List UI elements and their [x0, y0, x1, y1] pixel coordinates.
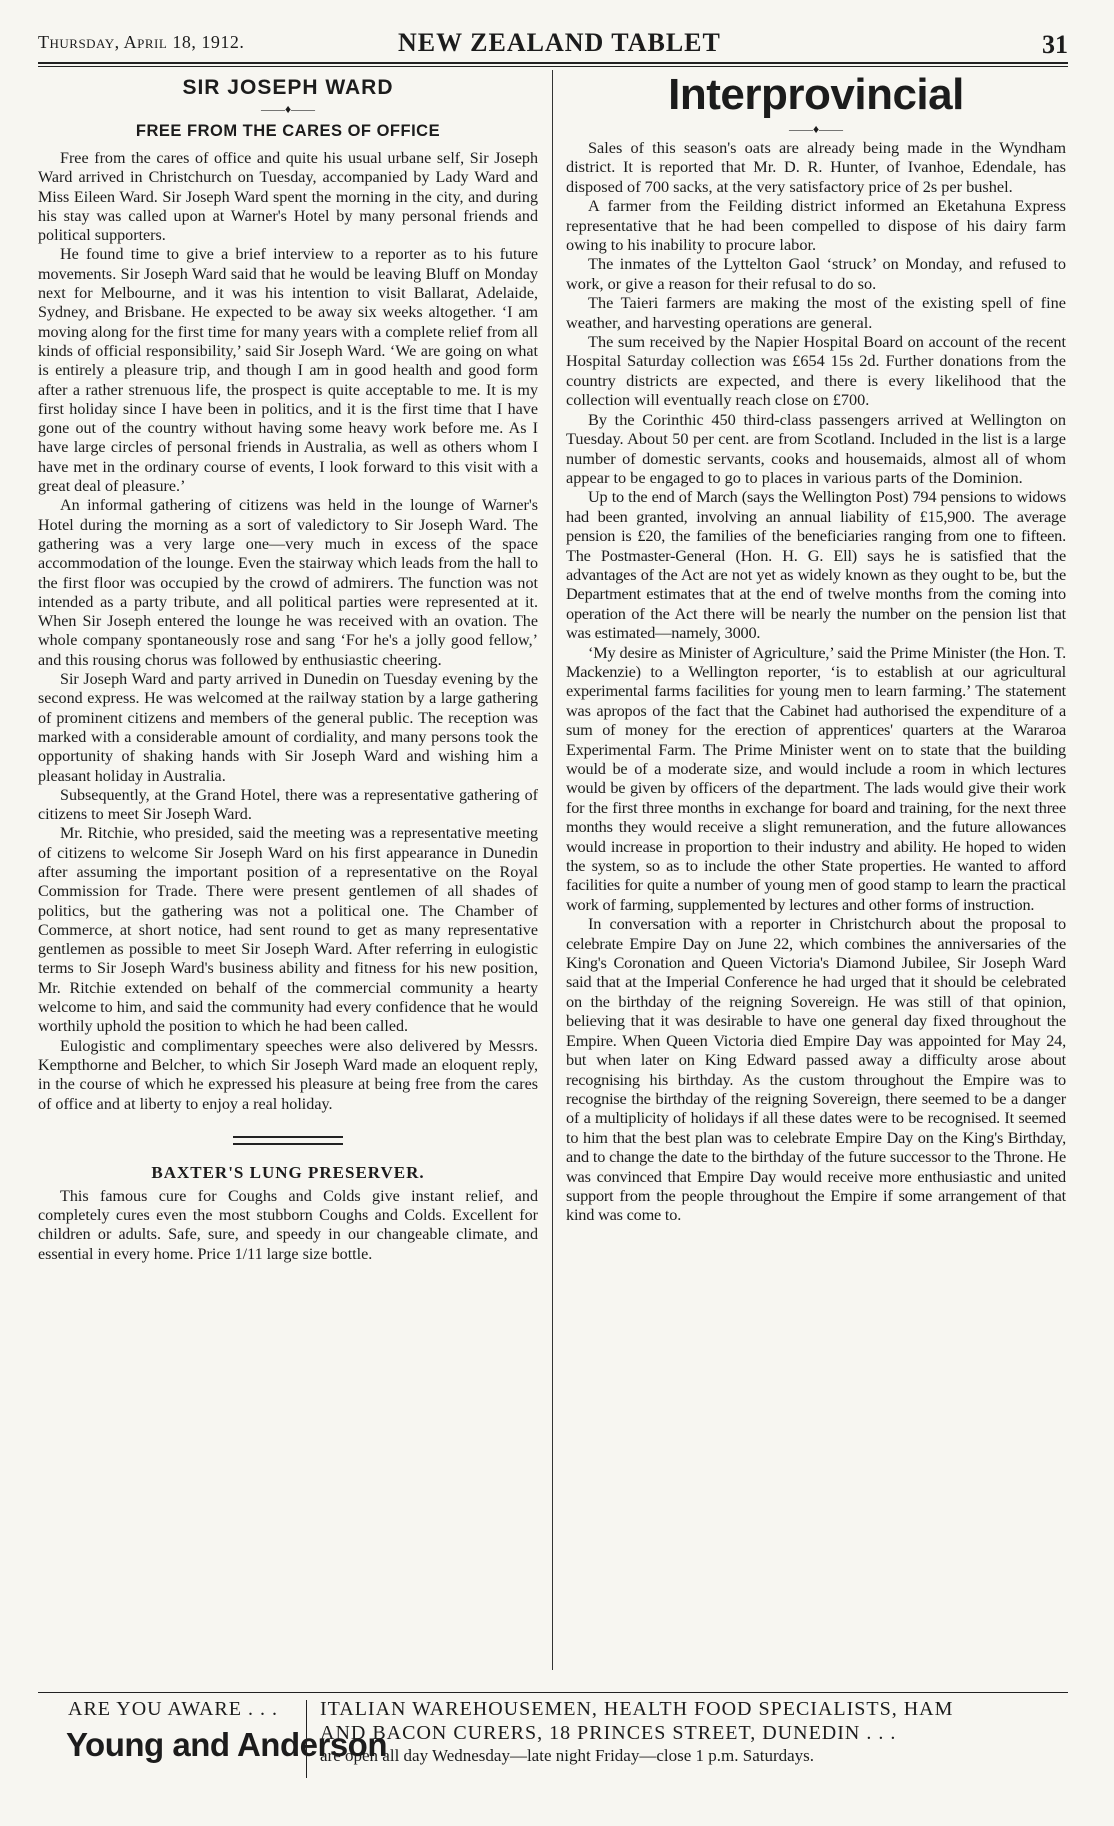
footer-rule [38, 1692, 1068, 1693]
article-paragraph: Mr. Ritchie, who presided, said the meeting was a representative meeting of citizens to welcome Sir Joseph Ward on his first appearance in Dunedin after assuming the important position of a representative on the Royal Commission for Trade. There were present gentlemen of all shades of politics, but the gathering was not a political one. The Chamber of Commerce, at short notice, had sent round to get as many representative gentlemen as possible to meet Sir Joseph Ward. After referring in eulogistic terms to Sir Joseph Ward's business ability and fitness for his new position, Mr. Ritchie extended on behalf of the commercial community a hearty welcome to him, and said the community had every confidence that he would worthily uphold the position to which he had been called. [38, 825, 538, 1036]
footer-business-name: Young and Anderson [66, 1726, 387, 1763]
masthead-rule [38, 66, 1068, 67]
ornament-divider: ——♦—— [788, 122, 844, 136]
article-paragraph: He found time to give a brief interview to a reporter as to his future movements. Sir Joseph Ward said that he would be leaving Bluff on Monday next for Melbourne, and it was his intention to visit Ballarat, Adelaide, Sydney, and Brisbane. He expected to be away six weeks altogether. ‘I am moving along for the first time for many years with a complete relief from all kinds of official responsibility,’ said Sir Joseph Ward. ‘We are going on what is entirely a pleasure trip, and though I am in good health and good form after a rather strenuous life, the prospect is quite acceptable to me. It is my first holiday since I have been in politics, and it is the first time that I have gone out of the country without having some heavy work before me. As I have large circles of personal friends in Australia, as well as others whom I have met in the ordinary course of events, I look forward to this visit with a great deal of pleasure.’ [38, 246, 538, 496]
news-paragraph: Up to the end of March (says the Wellington Post) 794 pensions to widows had been granted, involving an annual liability of £15,900. The average pension is £20, the families of the beneficiaries ranging from one to fifteen. The Postmaster-General (Hon. H. G. Ell) says he is satisfied that the advantages of the Act are not yet as widely known as they ought to be, but the Department estimates that at the end of twelve months from the coming into operation of the Act there will be nearly the number on the pension list that was estimated—namely, 3000. [566, 487, 1066, 643]
news-paragraph: By the Corinthic 450 third-class passengers arrived at Wellington on Tuesday. About 50 per cent. are from Scotland. Included in the list is a large number of domestic servants, cooks and housemaids, almost all of whom appear to be engaged to go to places in various parts of the Dominion. [566, 409, 1066, 487]
news-paragraph: ‘My desire as Minister of Agriculture,’ said the Prime Minister (the Hon. T. Mackenzie) to a Wellington reporter, ‘is to establish at our agricultural experimental farms facilities for young men to learn farming.’ The statement was apropos of the fact that the Cabinet had authorised the expenditure of a sum of money for the erection of apprentices' quarters at the Wararoa Experimental Farm. The Prime Minister went on to state that the building would be of a moderate size, and would include a room in which lectures would be given by officers of the department. The lads would give their work for the first three months in exchange for board and training, for the next three months they would receive a slight remuneration, and the future allowances would increase in proportion to their industry and ability. He hoped to widen the system, so as to include the other State properties. He wanted to afford facilities for quite a number of young men of good stamp to learn the practical work of farming, supplemented by lectures and other forms of instruction. [566, 642, 1066, 914]
issue-date: Thursday, April 18, 1912. [38, 32, 245, 52]
footer-line-3: are open all day Wednesday—late night Friday—close 1 p.m. Saturdays. [320, 1746, 815, 1765]
section-headline: Interprovincial [668, 70, 964, 119]
news-paragraph: In conversation with a reporter in Christchurch about the proposal to celebrate Empire Day on June 22, which combines the anniversaries of the King's Coronation and Queen Victoria's Diamond Jubilee, Sir Joseph Ward said that at the Imperial Conference he had urged that it should be celebrated on the birthday of the reigning Sovereign. He was still of that opinion, believing that it was desirable to have one general day fixed throughout the Empire. When Queen Victoria died Empire Day was appointed for May 24, but when later on King Edward passed away a difficulty arose about recognising his birthday. As the custom throughout the Empire was to recognise the birthday of the reigning Sovereign, there seemed to be a danger of a multiplicity of holidays if all these dates were to be recognised. It seemed to him that the best plan was to celebrate Empire Day on the King's Birthday, and to change the date to the birthday of the future successor to the Throne. He was convinced that Empire Day would receive more enthusiastic and united support from the people throughout the Empire if some arrangement of that kind was come to. [566, 914, 1066, 1225]
footer-advert [38, 1696, 1068, 1806]
ornament-divider: ——♦—— [260, 102, 316, 116]
article-paragraph: Sir Joseph Ward and party arrived in Dunedin on Tuesday evening by the second express. He was welcomed at the railway station by a large gathering of prominent citizens and members of the general public. The reception was marked with a considerable amount of cordiality, and many persons took the opportunity of shaking hands with Sir Joseph Ward and wishing him a pleasant holiday in Australia. [38, 671, 538, 785]
article-paragraph: An informal gathering of citizens was held in the lounge of Warner's Hotel during the morning as a sort of valedictory to Sir Joseph Ward. The gathering was a very large one—very much in excess of the space accommodation of the lounge. Even the stairway which leads from the hall to the first floor was occupied by the crowd of admirers. The function was not intended as a party tribute, and all political parties were represented at it. When Sir Joseph entered the lounge he was received with an ovation. The whole company spontaneously rose and sang ‘For he's a jolly good fellow,’ and this rousing chorus was followed by enthusiastic cheering. [38, 497, 538, 669]
news-paragraph: The inmates of the Lyttelton Gaol ‘struck’ on Monday, and refused to work, or give a reason for their refusal to do so. [566, 254, 1066, 293]
footer-divider [306, 1700, 307, 1778]
advert-title: BAXTER'S LUNG PRESERVER. [151, 1162, 425, 1182]
news-paragraph: A farmer from the Feilding district informed an Eketahuna Express representative that he had been compelled to dispose of his dairy farm owing to his inability to procure labor. [566, 196, 1066, 255]
footer-line-1: ITALIAN WAREHOUSEMEN, HEALTH FOOD SPECIALISTS, HAM [320, 1698, 954, 1720]
section-double-rule [233, 1136, 343, 1145]
masthead [38, 28, 1068, 64]
footer-are-you-aware: ARE YOU AWARE . . . [68, 1698, 278, 1720]
article-subheadline: FREE FROM THE CARES OF OFFICE [135, 122, 441, 140]
page-number: 31 [1042, 30, 1068, 59]
column-divider [552, 70, 553, 1670]
article-paragraph: Subsequently, at the Grand Hotel, there was a representative gathering of citizens to meet Sir Joseph Ward. [38, 786, 538, 824]
right-column [566, 70, 1066, 1225]
article-paragraph: Eulogistic and complimentary speeches were also delivered by Messrs. Kempthorne and Belcher, to which Sir Joseph Ward made an eloquent reply, in the course of which he expressed his pleasure at being free from the cares of office and at liberty to enjoy a real holiday. [38, 1037, 538, 1113]
left-column [38, 74, 538, 1264]
news-paragraph: The Taieri farmers are making the most of the existing spell of fine weather, and harvesting operations are general. [566, 293, 1066, 332]
advert-text: This famous cure for Coughs and Colds give instant relief, and completely cures even the most stubborn Coughs and Colds. Excellent for children or adults. Safe, sure, and speedy in our changeable climate, and essential in every home. Price 1/11 large size bottle. [38, 1187, 538, 1263]
news-paragraph: Sales of this season's oats are already being made in the Wyndham district. It is reported that Mr. D. R. Hunter, of Ivanhoe, Edendale, has disposed of 700 sacks, at the very satisfactory price of 2s per bushel. [566, 138, 1066, 196]
footer-line-2: AND BACON CURERS, 18 PRINCES STREET, DUNEDIN . . . [320, 1722, 897, 1744]
newspaper-title: NEW ZEALAND TABLET [398, 28, 721, 57]
news-paragraph: The sum received by the Napier Hospital Board on account of the recent Hospital Saturday collection was £654 15s 2d. Further donations from the country districts are expected, and there is every likelihood that the collection will eventually reach close on £700. [566, 332, 1066, 410]
article-headline: SIR JOSEPH WARD [182, 76, 394, 99]
article-paragraph: Free from the cares of office and quite his usual urbane self, Sir Joseph Ward arrived in Christchurch on Tuesday, accompanied by Lady Ward and Miss Eileen Ward. Sir Joseph Ward spent the morning in the city, and during his stay was called upon at Warner's Hotel by many personal friends and political supporters. [38, 150, 538, 245]
